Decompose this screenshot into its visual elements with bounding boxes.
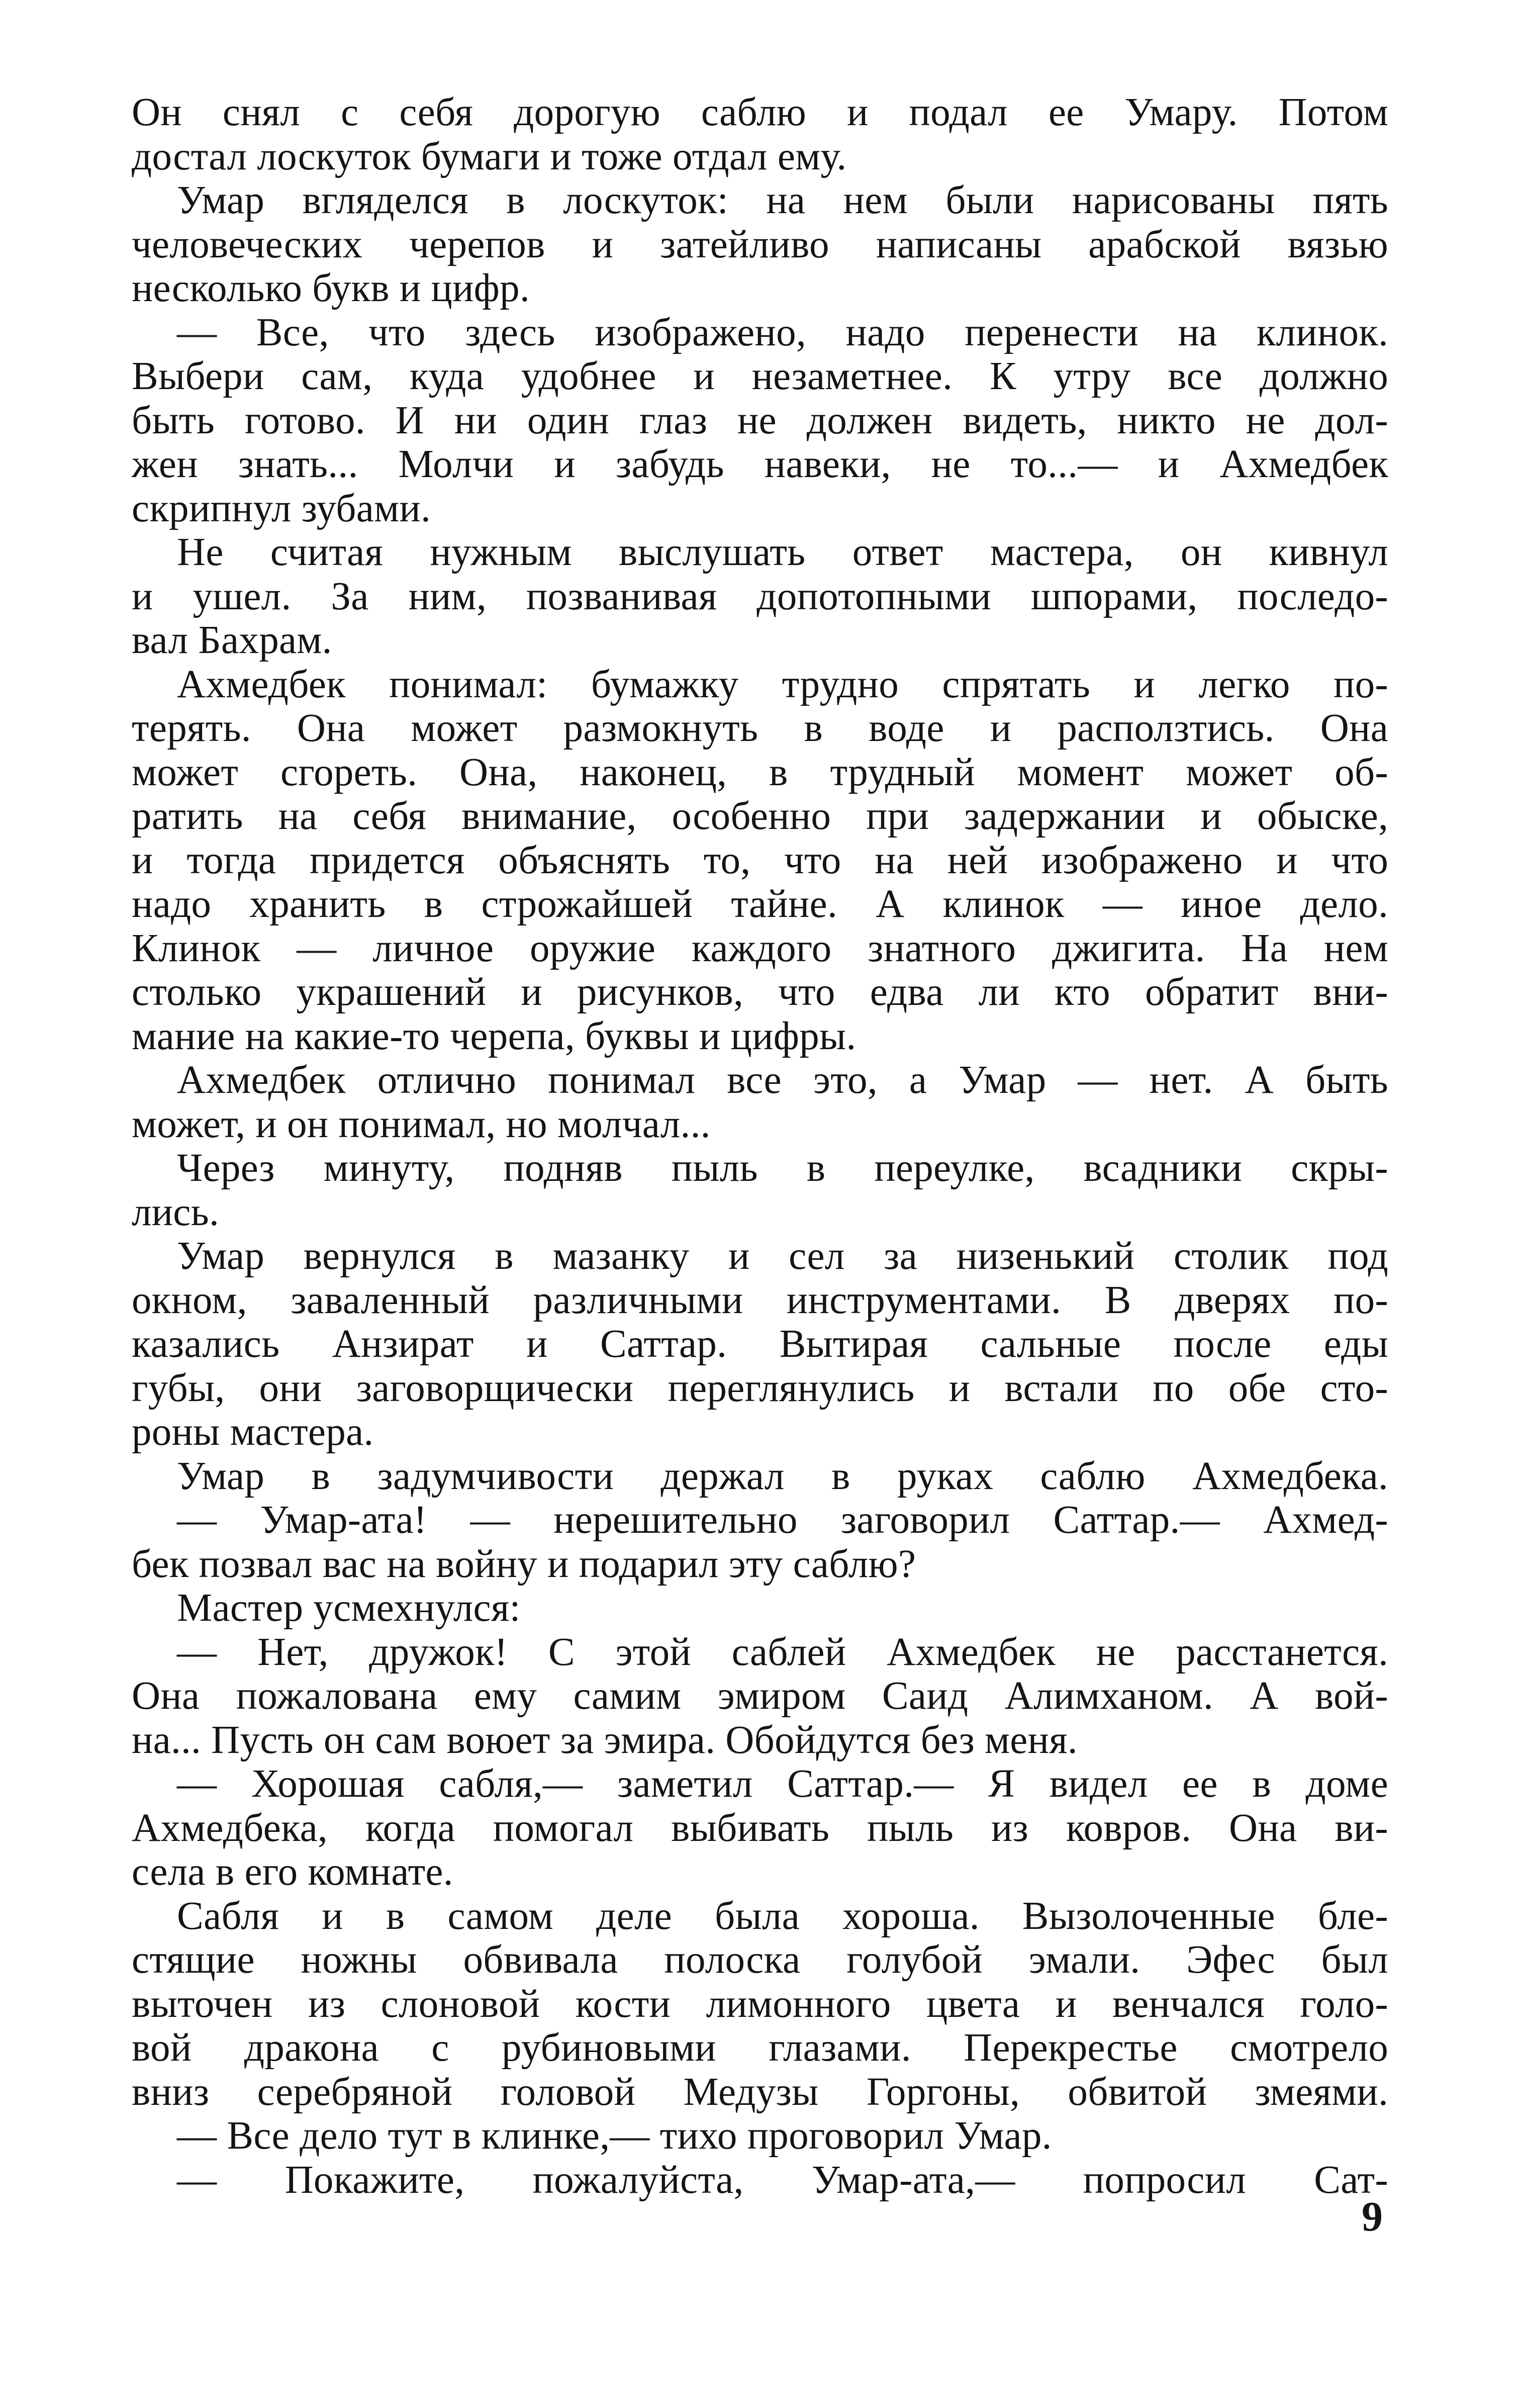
text-line: достал лоскуток бумаги и тоже отдал ему. [132, 134, 847, 178]
text-line: казались Анзират и Саттар. Вытирая сальные после еды [132, 1322, 1388, 1366]
text-line: выточен из слоновой кости лимонного цвета и венчался голо- [132, 1982, 1388, 2026]
text-line: быть готово. И ни один глаз не должен видеть, никто не дол- [132, 398, 1388, 442]
text-line: несколько букв и цифр. [132, 266, 530, 310]
text-line: на... Пусть он сам воюет за эмира. Обойдутся без меня. [132, 1718, 1078, 1762]
text-line: Она пожалована ему самим эмиром Саид Алимханом. А вой- [132, 1674, 1388, 1718]
text-line: человеческих черепов и затейливо написаны арабской вязью [132, 222, 1388, 266]
text-line: села в его комнате. [132, 1850, 453, 1894]
text-line: скрипнул зубами. [132, 486, 431, 530]
page-number: 9 [1362, 2193, 1383, 2240]
text-line: Не считая нужным выслушать ответ мастера, он кивнул [177, 530, 1388, 574]
text-line: Мастер усмехнулся: [177, 1586, 521, 1630]
text-line: столько украшений и рисунков, что едва ли кто обратит вни- [132, 970, 1388, 1014]
text-line: надо хранить в строжайшей тайне. А клинок — иное дело. [132, 882, 1388, 926]
text-line: — Все, что здесь изображено, надо перенести на клинок. [177, 310, 1388, 354]
text-line: — Хорошая сабля,— заметил Саттар.— Я видел ее в доме [177, 1762, 1388, 1806]
text-line: окном, заваленный различными инструментами. В дверях по- [132, 1278, 1388, 1322]
text-line: роны мастера. [132, 1410, 374, 1454]
text-line: и тогда придется объяснять то, что на ней изображено и что [132, 838, 1388, 882]
text-line: ратить на себя внимание, особенно при задержании и обыске, [132, 794, 1388, 838]
text-line: Ахмедбек понимал: бумажку трудно спрятать и легко по- [177, 662, 1388, 706]
text-line: Умар в задумчивости держал в руках саблю Ахмедбека. [177, 1454, 1388, 1498]
text-line: Через минуту, подняв пыль в переулке, всадники скры- [177, 1146, 1388, 1190]
text-line: может сгореть. Она, наконец, в трудный момент может об- [132, 750, 1388, 794]
text-line: Ахмедбека, когда помогал выбивать пыль из ковров. Она ви- [132, 1806, 1388, 1850]
text-line: терять. Она может размокнуть в воде и расползтись. Она [132, 706, 1388, 750]
text-line: Ахмедбек отлично понимал все это, а Умар — нет. А быть [177, 1058, 1388, 1102]
text-line: лись. [132, 1190, 220, 1234]
text-line: и ушел. За ним, позванивая допотопными шпорами, последо- [132, 574, 1388, 618]
text-line: может, и он понимал, но молчал... [132, 1102, 711, 1146]
text-line: вниз серебряной головой Медузы Горгоны, обвитой змеями. [132, 2070, 1388, 2114]
text-line: вой дракона с рубиновыми глазами. Перекрестье смотрело [132, 2026, 1388, 2070]
text-line: стящие ножны обвивала полоска голубой эмали. Эфес был [132, 1938, 1388, 1982]
text-line: мание на какие-то черепа, буквы и цифры. [132, 1014, 857, 1058]
text-line: бек позвал вас на войну и подарил эту саблю? [132, 1542, 916, 1586]
text-line: Умар вернулся в мазанку и сел за низенький столик под [177, 1234, 1388, 1278]
text-line: губы, они заговорщически переглянулись и встали по обе сто- [132, 1366, 1388, 1410]
text-line: Умар вгляделся в лоскуток: на нем были нарисованы пять [177, 178, 1388, 222]
text-line: Выбери сам, куда удобнее и незаметнее. К утру все должно [132, 354, 1388, 398]
text-line: Клинок — личное оружие каждого знатного джигита. На нем [132, 926, 1388, 970]
text-line: — Все дело тут в клинке,— тихо проговорил Умар. [177, 2114, 1052, 2158]
text-line: жен знать... Молчи и забудь навеки, не то...— и Ахмедбек [132, 442, 1388, 486]
text-line: — Нет, дружок! С этой саблей Ахмедбек не расстанется. [177, 1630, 1388, 1674]
text-line: — Умар-ата! — нерешительно заговорил Саттар.— Ахмед- [177, 1498, 1388, 1542]
text-line: Сабля и в самом деле была хороша. Вызолоченные бле- [177, 1894, 1388, 1938]
text-line: вал Бахрам. [132, 618, 332, 662]
page-text [132, 90, 1388, 2202]
text-line: Он снял с себя дорогую саблю и подал ее Умару. Потом [132, 90, 1388, 134]
text-line: — Покажите, пожалуйста, Умар-ата,— попросил Сат- [177, 2158, 1388, 2202]
